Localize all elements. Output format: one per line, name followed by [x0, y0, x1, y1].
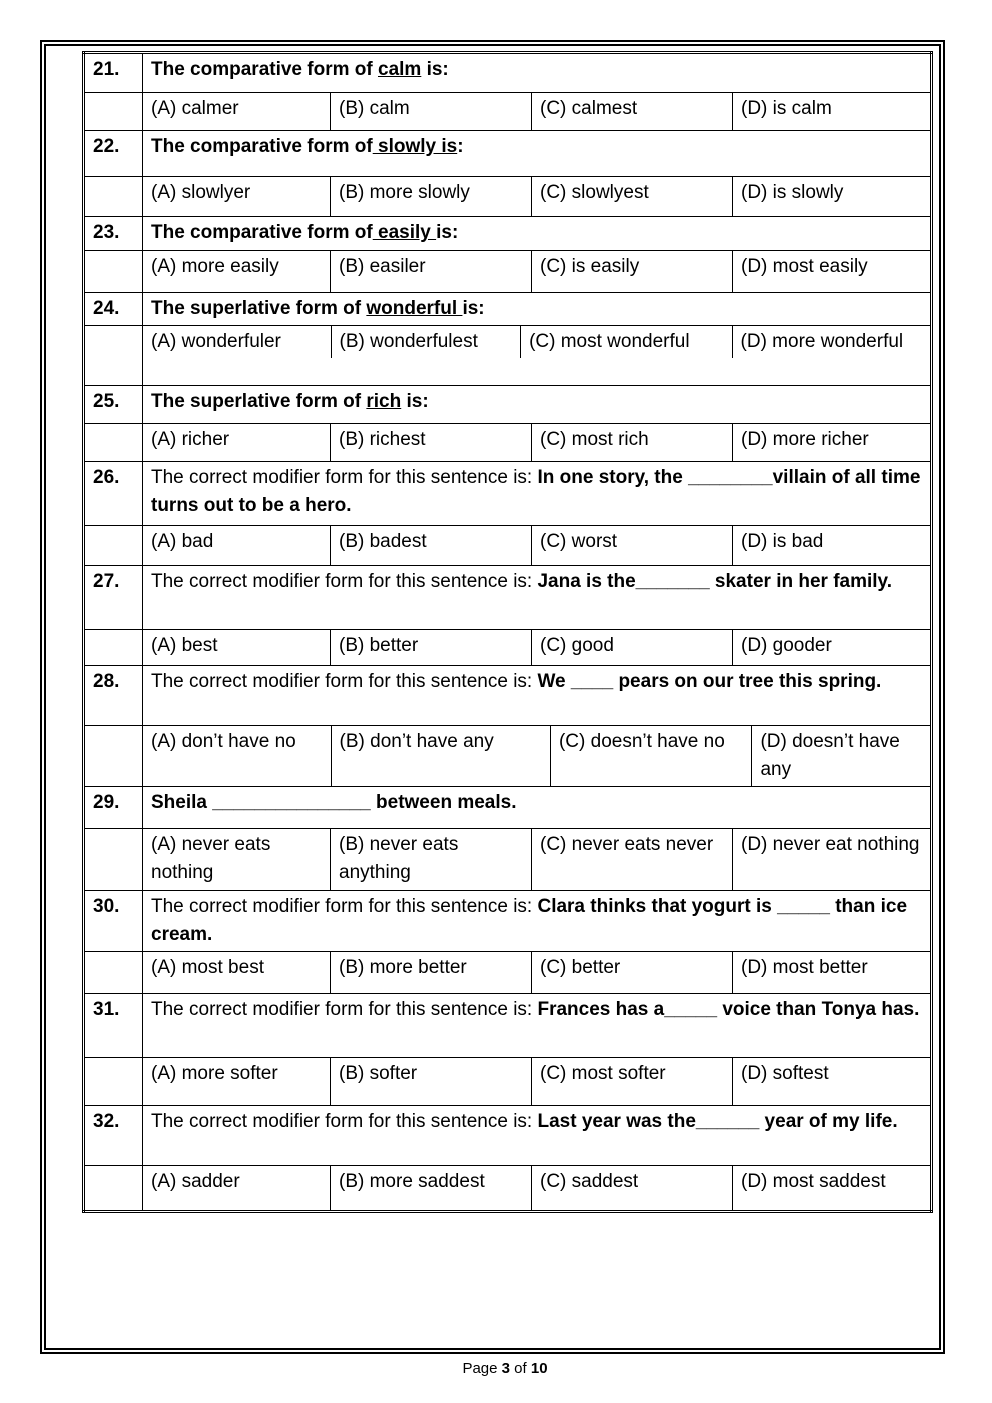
- option-a[interactable]: (A) calmer: [143, 93, 331, 131]
- question-32: [84, 1106, 932, 1166]
- question-number: 22.: [84, 131, 143, 177]
- option-b[interactable]: (B) never eats anything: [331, 829, 532, 891]
- option-a[interactable]: (A) never eats nothing: [143, 829, 331, 891]
- question-29: [84, 787, 932, 829]
- option-d[interactable]: (D) more wonderful: [732, 326, 931, 358]
- question-number: 28.: [84, 666, 143, 726]
- option-b[interactable]: (B) wonderfulest: [331, 326, 521, 358]
- question-number: 26.: [84, 462, 143, 526]
- option-d[interactable]: (D) is slowly: [733, 177, 932, 217]
- question-stem: The comparative form of slowly is:: [143, 131, 932, 177]
- option-d[interactable]: (D) is calm: [733, 93, 932, 131]
- option-a[interactable]: (A) richer: [143, 424, 331, 462]
- option-b[interactable]: (B) badest: [331, 526, 532, 566]
- question-27: [84, 566, 932, 630]
- option-b[interactable]: (B) easiler: [331, 251, 532, 293]
- option-c[interactable]: (C) calmest: [532, 93, 733, 131]
- options-28: [84, 726, 932, 787]
- options-32: [84, 1166, 932, 1212]
- option-d[interactable]: (D) is bad: [733, 526, 932, 566]
- option-d[interactable]: (D) most better: [733, 952, 932, 994]
- question-stem: The correct modifier form for this sentence is: Frances has a_____ voice than Tonya has.: [143, 994, 932, 1058]
- question-stem: The correct modifier form for this sentence is: In one story, the ________villain of all time turns out to be a hero.: [143, 462, 932, 526]
- option-c[interactable]: (C) slowlyest: [532, 177, 733, 217]
- option-b[interactable]: (B) more better: [331, 952, 532, 994]
- question-stem: The correct modifier form for this sentence is: Jana is the_______ skater in her family.: [143, 566, 932, 630]
- question-24: [84, 293, 932, 326]
- option-b[interactable]: (B) better: [331, 630, 532, 666]
- option-d[interactable]: (D) doesn’t have any: [751, 726, 930, 786]
- question-stem: The superlative form of rich is:: [143, 386, 932, 424]
- question-table: [82, 51, 933, 1213]
- options-21: [84, 93, 932, 131]
- option-a[interactable]: (A) more easily: [143, 251, 331, 293]
- question-number: 23.: [84, 217, 143, 251]
- options-27: [84, 630, 932, 666]
- question-number: 32.: [84, 1106, 143, 1166]
- question-25: [84, 386, 932, 424]
- options-23: [84, 251, 932, 293]
- option-a[interactable]: (A) more softer: [143, 1058, 331, 1106]
- question-stem: The comparative form of easily is:: [143, 217, 932, 251]
- page-label: Page: [462, 1360, 502, 1377]
- option-b[interactable]: (B) more saddest: [331, 1166, 532, 1212]
- question-number: 30.: [84, 891, 143, 952]
- option-c[interactable]: (C) most wonderful: [520, 326, 731, 358]
- option-b[interactable]: (B) richest: [331, 424, 532, 462]
- option-c[interactable]: (C) doesn’t have no: [550, 726, 751, 786]
- options-26: [84, 526, 932, 566]
- question-22: [84, 131, 932, 177]
- page-footer: [0, 1360, 992, 1377]
- options-31: [84, 1058, 932, 1106]
- question-stem: The correct modifier form for this sentence is: Last year was the______ year of my life.: [143, 1106, 932, 1166]
- question-28: [84, 666, 932, 726]
- option-c[interactable]: (C) is easily: [532, 251, 733, 293]
- option-b[interactable]: (B) calm: [331, 93, 532, 131]
- options-25: [84, 424, 932, 462]
- question-26: [84, 462, 932, 526]
- option-c[interactable]: (C) worst: [532, 526, 733, 566]
- option-d[interactable]: (D) gooder: [733, 630, 932, 666]
- option-a[interactable]: (A) best: [143, 630, 331, 666]
- question-number: 21.: [84, 53, 143, 93]
- question-stem: The superlative form of wonderful is:: [143, 293, 932, 326]
- question-31: [84, 994, 932, 1058]
- of-label: of: [510, 1360, 531, 1377]
- question-number: 25.: [84, 386, 143, 424]
- option-a[interactable]: (A) don’t have no: [151, 731, 296, 752]
- option-c[interactable]: (C) better: [532, 952, 733, 994]
- question-number: 31.: [84, 994, 143, 1058]
- option-c[interactable]: (C) most rich: [532, 424, 733, 462]
- options-24: [84, 326, 932, 386]
- option-d[interactable]: (D) more richer: [733, 424, 932, 462]
- question-stem: The correct modifier form for this sentence is: Clara thinks that yogurt is _____ than ice cream.: [143, 891, 932, 952]
- question-stem: Sheila _______________ between meals.: [143, 787, 932, 829]
- option-b[interactable]: (B) more slowly: [331, 177, 532, 217]
- question-number: 24.: [84, 293, 143, 326]
- option-c[interactable]: (C) good: [532, 630, 733, 666]
- option-c[interactable]: (C) saddest: [532, 1166, 733, 1212]
- option-a[interactable]: (A) wonderfuler: [151, 331, 281, 352]
- options-30: [84, 952, 932, 994]
- question-23: [84, 217, 932, 251]
- page-number: 3: [501, 1360, 510, 1377]
- option-c[interactable]: (C) most softer: [532, 1058, 733, 1106]
- question-21: [84, 53, 932, 93]
- question-stem: The comparative form of calm is:: [143, 53, 932, 93]
- question-number: 27.: [84, 566, 143, 630]
- option-b[interactable]: (B) softer: [331, 1058, 532, 1106]
- option-a[interactable]: (A) bad: [143, 526, 331, 566]
- page-total: 10: [530, 1360, 548, 1377]
- option-d[interactable]: (D) never eat nothing: [733, 829, 932, 891]
- option-a[interactable]: (A) most best: [143, 952, 331, 994]
- option-d[interactable]: (D) most saddest: [733, 1166, 932, 1212]
- option-a[interactable]: (A) sadder: [143, 1166, 331, 1212]
- question-30: [84, 891, 932, 952]
- options-22: [84, 177, 932, 217]
- option-d[interactable]: (D) most easily: [733, 251, 932, 293]
- option-c[interactable]: (C) never eats never: [532, 829, 733, 891]
- option-b[interactable]: (B) don’t have any: [331, 726, 550, 786]
- option-d[interactable]: (D) softest: [733, 1058, 932, 1106]
- question-number: 29.: [84, 787, 143, 829]
- options-29: [84, 829, 932, 891]
- question-stem: The correct modifier form for this sentence is: We ____ pears on our tree this spring.: [143, 666, 932, 726]
- option-a[interactable]: (A) slowlyer: [143, 177, 331, 217]
